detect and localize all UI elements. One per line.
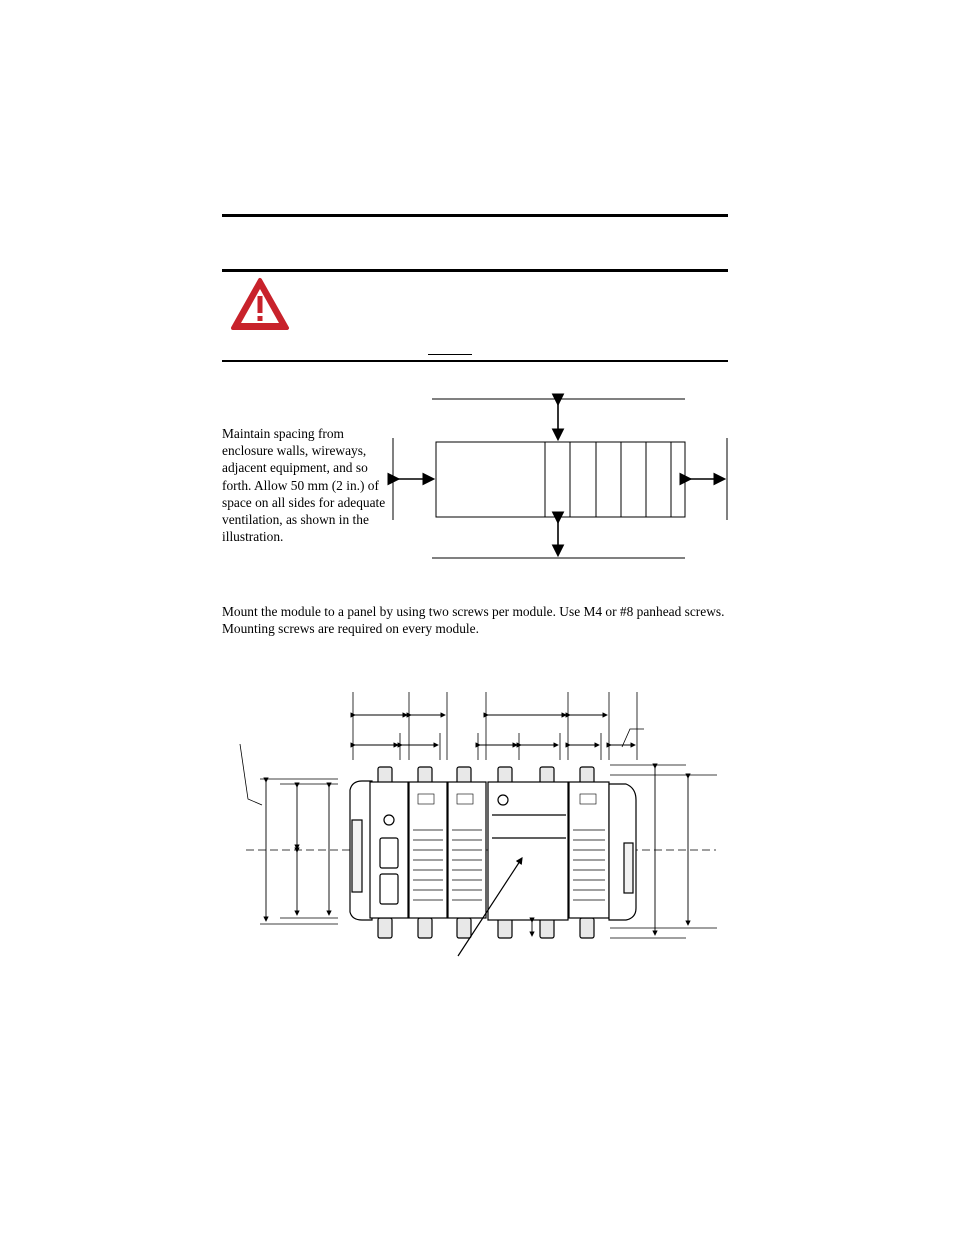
mounting-paragraph: Mount the module to a panel by using two screws per module. Use M4 or #8 panhead screws. Mounting screws are required on every module. xyxy=(222,604,725,637)
spacing-paragraph: Maintain spacing from enclosure walls, wireways, adjacent equipment, and so forth. Allow 50 mm (2 in.) of space on all sides for adequate ventilation, as shown in the illustration. xyxy=(222,426,386,545)
